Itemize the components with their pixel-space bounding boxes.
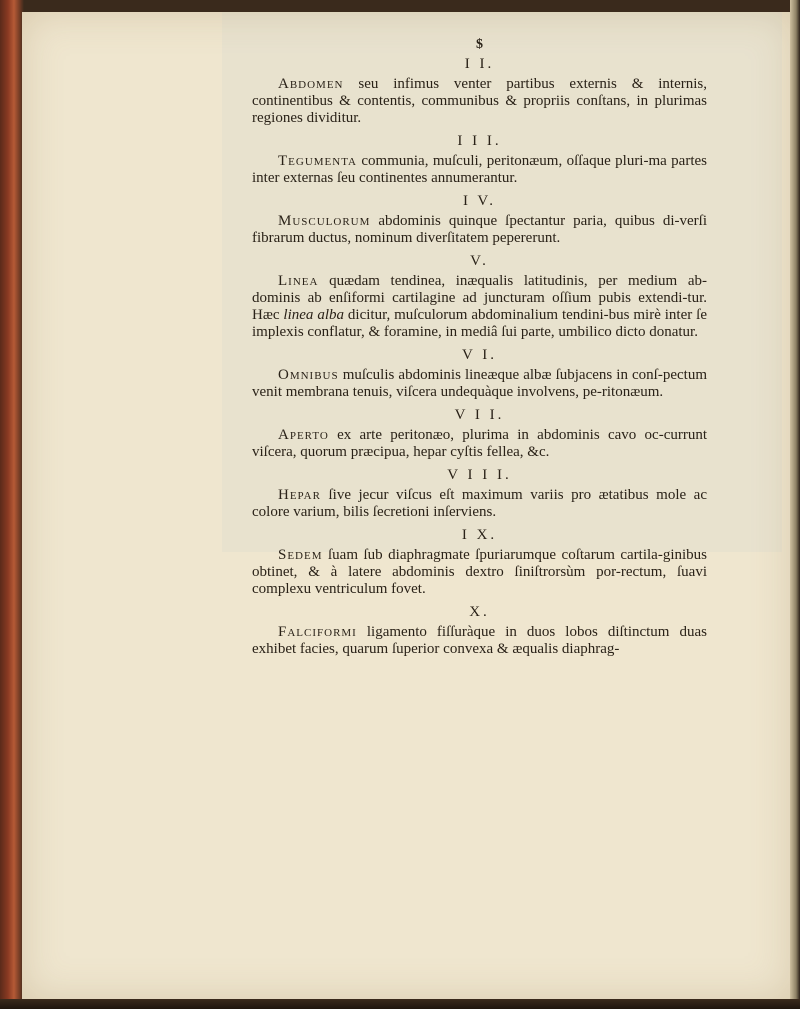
paragraph — [252, 427, 707, 461]
page-edge-bottom — [0, 999, 800, 1009]
section-numeral: V I I I. — [447, 467, 512, 483]
lead-word: Abdomen — [278, 76, 344, 92]
paragraph-text: ſuam ſub diaphragmate ſpuriarumque coſtarum cartila-ginibus obtinet, & à latere abdominis dextro ſiniſtrorsùm por-rectum, ſuavi complexu ventriculum fovet. — [252, 547, 707, 597]
lead-word: Tegumenta — [278, 153, 357, 169]
lead-word: Aperto — [278, 427, 329, 443]
section-numeral: V I I. — [454, 407, 505, 423]
paragraph-text: ex arte peritonæo, plurima in abdominis cavo oc-currunt viſcera, quorum præcipua, hepar cyſtis fellea, &c. — [252, 427, 708, 460]
paragraph — [252, 153, 707, 187]
section-numeral: I X. — [461, 527, 498, 543]
section-numeral: I I. — [464, 56, 495, 72]
paragraph — [252, 273, 707, 341]
section-numeral: I I I. — [457, 133, 502, 149]
italic-term: linea alba — [283, 307, 344, 323]
section-numeral: I V. — [462, 193, 497, 209]
paragraph — [252, 213, 707, 247]
paragraph-text: quædam tendinea, inæqualis latitudinis, per medium ab-dominis ab enſiformi cartilagine ad juncturam oſſium pubis extendi-tur. Hæc — [252, 273, 708, 323]
lead-word: Hepar — [278, 487, 321, 503]
text-block — [252, 36, 707, 664]
section-numeral: V. — [470, 253, 489, 269]
lead-word: Linea — [278, 273, 319, 289]
paragraph-text: abdominis quinque ſpectantur paria, quibus di-verſi fibrarum ductus, nominum diverſitatem pepererunt. — [252, 213, 707, 246]
lead-word: Falciformi — [278, 624, 357, 640]
lead-word: Musculorum — [278, 213, 371, 229]
paragraph-text: muſculis abdominis lineæque albæ ſubjacens in conſ-pectum venit membrana tenuis, viſcera undequàque involvens, pe-ritonæum. — [252, 367, 707, 400]
paragraph-text: communia, muſculi, peritonæum, oſſaque pluri-ma partes inter externas ſeu continentes annumerantur. — [252, 153, 708, 186]
paragraph-text: dicitur, muſculorum abdominalium tendini-bus mirè inter ſe implexis conflatur, & foramine, in mediâ ſui parte, umbilico dicto donatur. — [252, 307, 707, 340]
paragraph-text: seu infimus venter partibus externis & internis, continentibus & contentis, communibus & propriis conſtans, in plurimas regiones dividitur. — [252, 76, 708, 126]
paragraph-text: ſive jecur viſcus eſt maximum variis pro ætatibus mole ac colore varium, bilis ſecretioni inſerviens. — [252, 487, 707, 520]
page-edge-right — [790, 0, 800, 1009]
section-numeral: X. — [469, 604, 490, 620]
section-numeral: V I. — [461, 347, 498, 363]
paragraph — [252, 487, 707, 521]
lead-word: Sedem — [278, 547, 323, 563]
paragraph — [252, 367, 707, 401]
paragraph — [252, 624, 707, 658]
paragraph-text: ligamento fiſſuràque in duos lobos diſtinctum duas exhibet facies, quarum ſuperior convexa & æqualis diaphrag- — [252, 624, 707, 657]
paragraph — [252, 76, 707, 127]
paragraph — [252, 547, 707, 598]
lead-word: Omnibus — [278, 367, 339, 383]
page-mark: $ — [476, 37, 483, 52]
